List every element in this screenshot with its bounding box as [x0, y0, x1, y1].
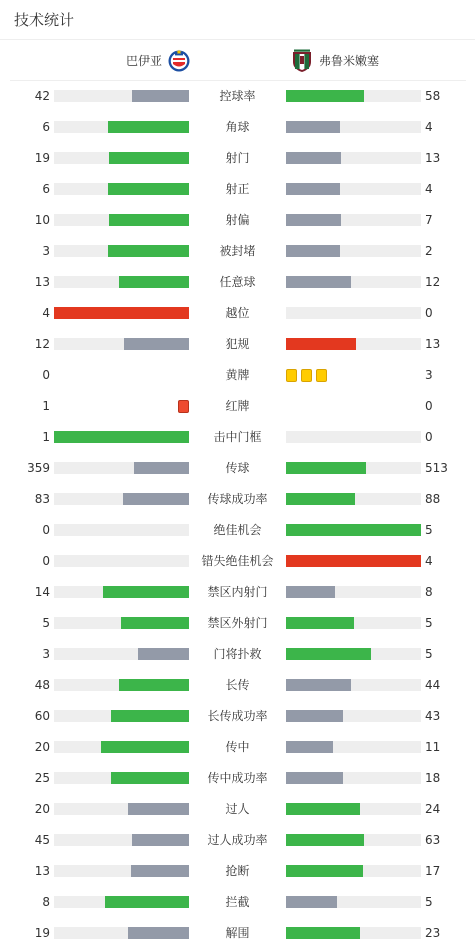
teams-header	[10, 41, 466, 81]
away-bar-fill	[286, 679, 351, 691]
away-bar-fill	[286, 183, 340, 195]
home-bar-fill	[108, 245, 189, 257]
away-bar-fill	[286, 90, 364, 102]
home-stat-value: 6	[42, 182, 50, 196]
stat-label: 传球	[225, 461, 250, 475]
home-bar-track	[54, 648, 189, 660]
home-bar-track	[54, 834, 189, 846]
home-stat-value: 0	[42, 368, 50, 382]
away-stat-value: 17	[425, 864, 441, 878]
away-bar-fill	[286, 586, 335, 598]
stat-label: 黄牌	[225, 368, 250, 382]
stat-row	[0, 701, 475, 732]
home-bar-fill	[123, 493, 189, 505]
home-bar-track	[54, 524, 189, 536]
home-bar-fill	[121, 617, 189, 629]
stat-label: 过人成功率	[207, 833, 268, 847]
stat-label: 犯规	[225, 337, 250, 351]
away-bar-fill	[286, 276, 351, 288]
away-team-name: 弗鲁米嫩塞	[319, 54, 380, 68]
home-stat-value: 0	[42, 523, 50, 537]
away-stat-value: 44	[425, 678, 441, 692]
away-stat-value: 5	[425, 616, 433, 630]
home-bar-track	[54, 121, 189, 133]
away-bar-fill	[286, 834, 364, 846]
home-stat-value: 13	[34, 275, 50, 289]
away-bar-track	[286, 803, 421, 815]
away-cards	[286, 369, 327, 382]
home-bar-track	[54, 772, 189, 784]
away-bar-track	[286, 555, 421, 567]
stat-row	[0, 484, 475, 515]
home-bar-fill	[131, 865, 189, 877]
away-bar-track	[286, 431, 421, 443]
home-bar-track	[54, 586, 189, 598]
stat-row	[0, 918, 475, 949]
home-bar-track	[54, 617, 189, 629]
yellow-card-icon	[286, 369, 297, 382]
home-bar-fill	[54, 431, 189, 443]
away-bar-track	[286, 214, 421, 226]
stat-row	[0, 81, 475, 112]
away-stat-value: 0	[425, 399, 433, 413]
away-bar-track	[286, 617, 421, 629]
home-stat-value: 14	[34, 585, 50, 599]
stat-label: 被封堵	[219, 244, 256, 258]
home-bar-track	[54, 741, 189, 753]
home-stat-value: 359	[27, 461, 50, 475]
home-cards	[178, 400, 189, 413]
stat-label: 拦截	[225, 895, 250, 909]
away-bar-track	[286, 307, 421, 319]
home-bar-track	[54, 865, 189, 877]
away-bar-track	[286, 896, 421, 908]
stat-label: 长传	[225, 678, 250, 692]
home-bar-track	[54, 338, 189, 350]
stat-row	[0, 732, 475, 763]
stat-label: 射偏	[225, 213, 250, 227]
away-stat-value: 18	[425, 771, 441, 785]
away-bar-fill	[286, 493, 355, 505]
home-bar-track	[54, 679, 189, 691]
away-bar-fill	[286, 617, 354, 629]
stat-label: 抢断	[225, 864, 250, 878]
home-stat-value: 48	[34, 678, 50, 692]
away-bar-track	[286, 276, 421, 288]
stat-label: 绝佳机会	[213, 523, 262, 537]
away-stat-value: 5	[425, 895, 433, 909]
away-bar-track	[286, 586, 421, 598]
away-bar-fill	[286, 555, 421, 567]
away-bar-track	[286, 183, 421, 195]
stat-row	[0, 236, 475, 267]
stat-label: 传球成功率	[207, 492, 268, 506]
home-stat-value: 45	[34, 833, 50, 847]
away-stat-value: 2	[425, 244, 433, 258]
home-bar-fill	[54, 307, 189, 319]
stat-row	[0, 205, 475, 236]
stat-row	[0, 360, 475, 391]
stat-label: 解围	[225, 926, 250, 940]
home-bar-track	[54, 927, 189, 939]
away-bar-track	[286, 741, 421, 753]
away-bar-fill	[286, 121, 340, 133]
stat-row	[0, 825, 475, 856]
stat-label: 任意球	[219, 275, 256, 289]
home-bar-track	[54, 90, 189, 102]
away-bar-fill	[286, 710, 343, 722]
stat-label: 击中门框	[213, 430, 262, 444]
away-stat-value: 0	[425, 430, 433, 444]
home-stat-value: 0	[42, 554, 50, 568]
away-bar-fill	[286, 245, 340, 257]
away-bar-track	[286, 927, 421, 939]
home-bar-track	[54, 896, 189, 908]
home-stat-value: 3	[42, 647, 50, 661]
away-stat-value: 63	[425, 833, 441, 847]
home-stat-value: 3	[42, 244, 50, 258]
away-bar-track	[286, 710, 421, 722]
stat-row	[0, 887, 475, 918]
stat-row	[0, 174, 475, 205]
home-bar-fill	[109, 214, 189, 226]
away-bar-fill	[286, 524, 421, 536]
home-bar-track	[54, 493, 189, 505]
away-stat-value: 43	[425, 709, 441, 723]
away-team	[291, 49, 379, 73]
stat-label: 射门	[225, 151, 250, 165]
home-bar-track	[54, 214, 189, 226]
away-bar-track	[286, 772, 421, 784]
home-bar-fill	[119, 276, 189, 288]
away-stat-value: 4	[425, 182, 433, 196]
home-bar-fill	[132, 834, 189, 846]
stat-row	[0, 856, 475, 887]
home-bar-track	[54, 276, 189, 288]
home-team-name: 巴伊亚	[126, 54, 163, 68]
stat-row	[0, 267, 475, 298]
stat-label: 门将扑救	[213, 647, 262, 661]
away-bar-track	[286, 648, 421, 660]
home-bar-fill	[124, 338, 189, 350]
home-bar-track	[54, 555, 189, 567]
home-stat-value: 12	[34, 337, 50, 351]
home-stat-value: 8	[42, 895, 50, 909]
away-bar-track	[286, 462, 421, 474]
home-stat-value: 5	[42, 616, 50, 630]
away-stat-value: 13	[425, 337, 441, 351]
away-bar-track	[286, 679, 421, 691]
stat-label: 传中成功率	[207, 771, 268, 785]
home-bar-fill	[128, 803, 189, 815]
away-bar-fill	[286, 338, 356, 350]
home-bar-fill	[109, 152, 189, 164]
away-stat-value: 0	[425, 306, 433, 320]
stat-label: 射正	[225, 182, 250, 196]
stat-row	[0, 453, 475, 484]
home-stat-value: 20	[34, 740, 50, 754]
home-bar-track	[54, 710, 189, 722]
stat-row	[0, 391, 475, 422]
home-bar-fill	[103, 586, 189, 598]
stat-label: 传中	[225, 740, 250, 754]
away-stat-value: 513	[425, 461, 448, 475]
yellow-card-icon	[301, 369, 312, 382]
stat-row	[0, 298, 475, 329]
home-stat-value: 4	[42, 306, 50, 320]
away-bar-track	[286, 865, 421, 877]
stat-label: 长传成功率	[207, 709, 268, 723]
away-bar-fill	[286, 648, 371, 660]
away-stat-value: 4	[425, 120, 433, 134]
home-stat-value: 42	[34, 89, 50, 103]
away-stat-value: 3	[425, 368, 433, 382]
home-bar-track	[54, 152, 189, 164]
stat-row	[0, 577, 475, 608]
home-bar-fill	[128, 927, 189, 939]
away-bar-fill	[286, 803, 360, 815]
stat-label: 红牌	[225, 399, 250, 413]
away-bar-fill	[286, 865, 363, 877]
away-bar-track	[286, 338, 421, 350]
stat-label: 控球率	[219, 89, 256, 103]
away-bar-track	[286, 90, 421, 102]
away-stat-value: 7	[425, 213, 433, 227]
away-stat-value: 5	[425, 523, 433, 537]
away-stat-value: 11	[425, 740, 441, 754]
stat-row	[0, 515, 475, 546]
home-bar-track	[54, 803, 189, 815]
home-stat-value: 10	[34, 213, 50, 227]
away-stat-value: 13	[425, 151, 441, 165]
home-stat-value: 1	[42, 399, 50, 413]
home-team	[126, 49, 190, 73]
red-card-icon	[178, 400, 189, 413]
away-bar-track	[286, 152, 421, 164]
bahia-crest-icon	[168, 49, 190, 73]
page-title: 技术统计	[14, 11, 75, 29]
yellow-card-icon	[316, 369, 327, 382]
home-bar-fill	[119, 679, 189, 691]
away-bar-fill	[286, 927, 360, 939]
home-stat-value: 19	[34, 926, 50, 940]
home-stat-value: 25	[34, 771, 50, 785]
away-bar-fill	[286, 462, 366, 474]
away-bar-track	[286, 245, 421, 257]
stat-row	[0, 546, 475, 577]
stat-row	[0, 794, 475, 825]
away-bar-track	[286, 493, 421, 505]
home-bar-track	[54, 183, 189, 195]
home-bar-fill	[108, 121, 189, 133]
stat-row	[0, 608, 475, 639]
away-bar-fill	[286, 772, 343, 784]
stat-label: 过人	[225, 802, 250, 816]
home-stat-value: 83	[34, 492, 50, 506]
home-bar-track	[54, 245, 189, 257]
stat-row	[0, 670, 475, 701]
home-bar-fill	[101, 741, 189, 753]
home-stat-value: 1	[42, 430, 50, 444]
away-bar-fill	[286, 214, 341, 226]
home-stat-value: 60	[34, 709, 50, 723]
home-stat-value: 20	[34, 802, 50, 816]
away-stat-value: 88	[425, 492, 441, 506]
home-bar-fill	[134, 462, 189, 474]
away-bar-track	[286, 524, 421, 536]
stat-row	[0, 422, 475, 453]
away-stat-value: 5	[425, 647, 433, 661]
away-stat-value: 58	[425, 89, 441, 103]
fluminense-crest-icon	[291, 49, 313, 73]
stat-label: 越位	[225, 306, 250, 320]
away-bar-track	[286, 834, 421, 846]
stat-label: 错失绝佳机会	[201, 554, 274, 568]
stat-row	[0, 329, 475, 360]
away-bar-track	[286, 121, 421, 133]
home-bar-fill	[105, 896, 189, 908]
away-stat-value: 8	[425, 585, 433, 599]
away-stat-value: 23	[425, 926, 441, 940]
home-bar-fill	[111, 710, 189, 722]
away-bar-fill	[286, 741, 333, 753]
away-bar-fill	[286, 152, 341, 164]
stat-row	[0, 112, 475, 143]
stat-row	[0, 763, 475, 794]
away-stat-value: 12	[425, 275, 441, 289]
home-bar-fill	[138, 648, 189, 660]
home-stat-value: 13	[34, 864, 50, 878]
stat-row	[0, 143, 475, 174]
away-stat-value: 4	[425, 554, 433, 568]
home-bar-fill	[108, 183, 189, 195]
stat-row	[0, 639, 475, 670]
home-bar-track	[54, 462, 189, 474]
away-bar-fill	[286, 896, 337, 908]
home-bar-fill	[132, 90, 189, 102]
home-bar-track	[54, 431, 189, 443]
home-bar-fill	[111, 772, 189, 784]
home-bar-track	[54, 307, 189, 319]
stat-label: 禁区内射门	[207, 585, 268, 599]
stat-label: 禁区外射门	[207, 616, 268, 630]
page-header	[0, 0, 475, 40]
away-stat-value: 24	[425, 802, 441, 816]
stat-label: 角球	[225, 120, 250, 134]
home-stat-value: 6	[42, 120, 50, 134]
home-stat-value: 19	[34, 151, 50, 165]
